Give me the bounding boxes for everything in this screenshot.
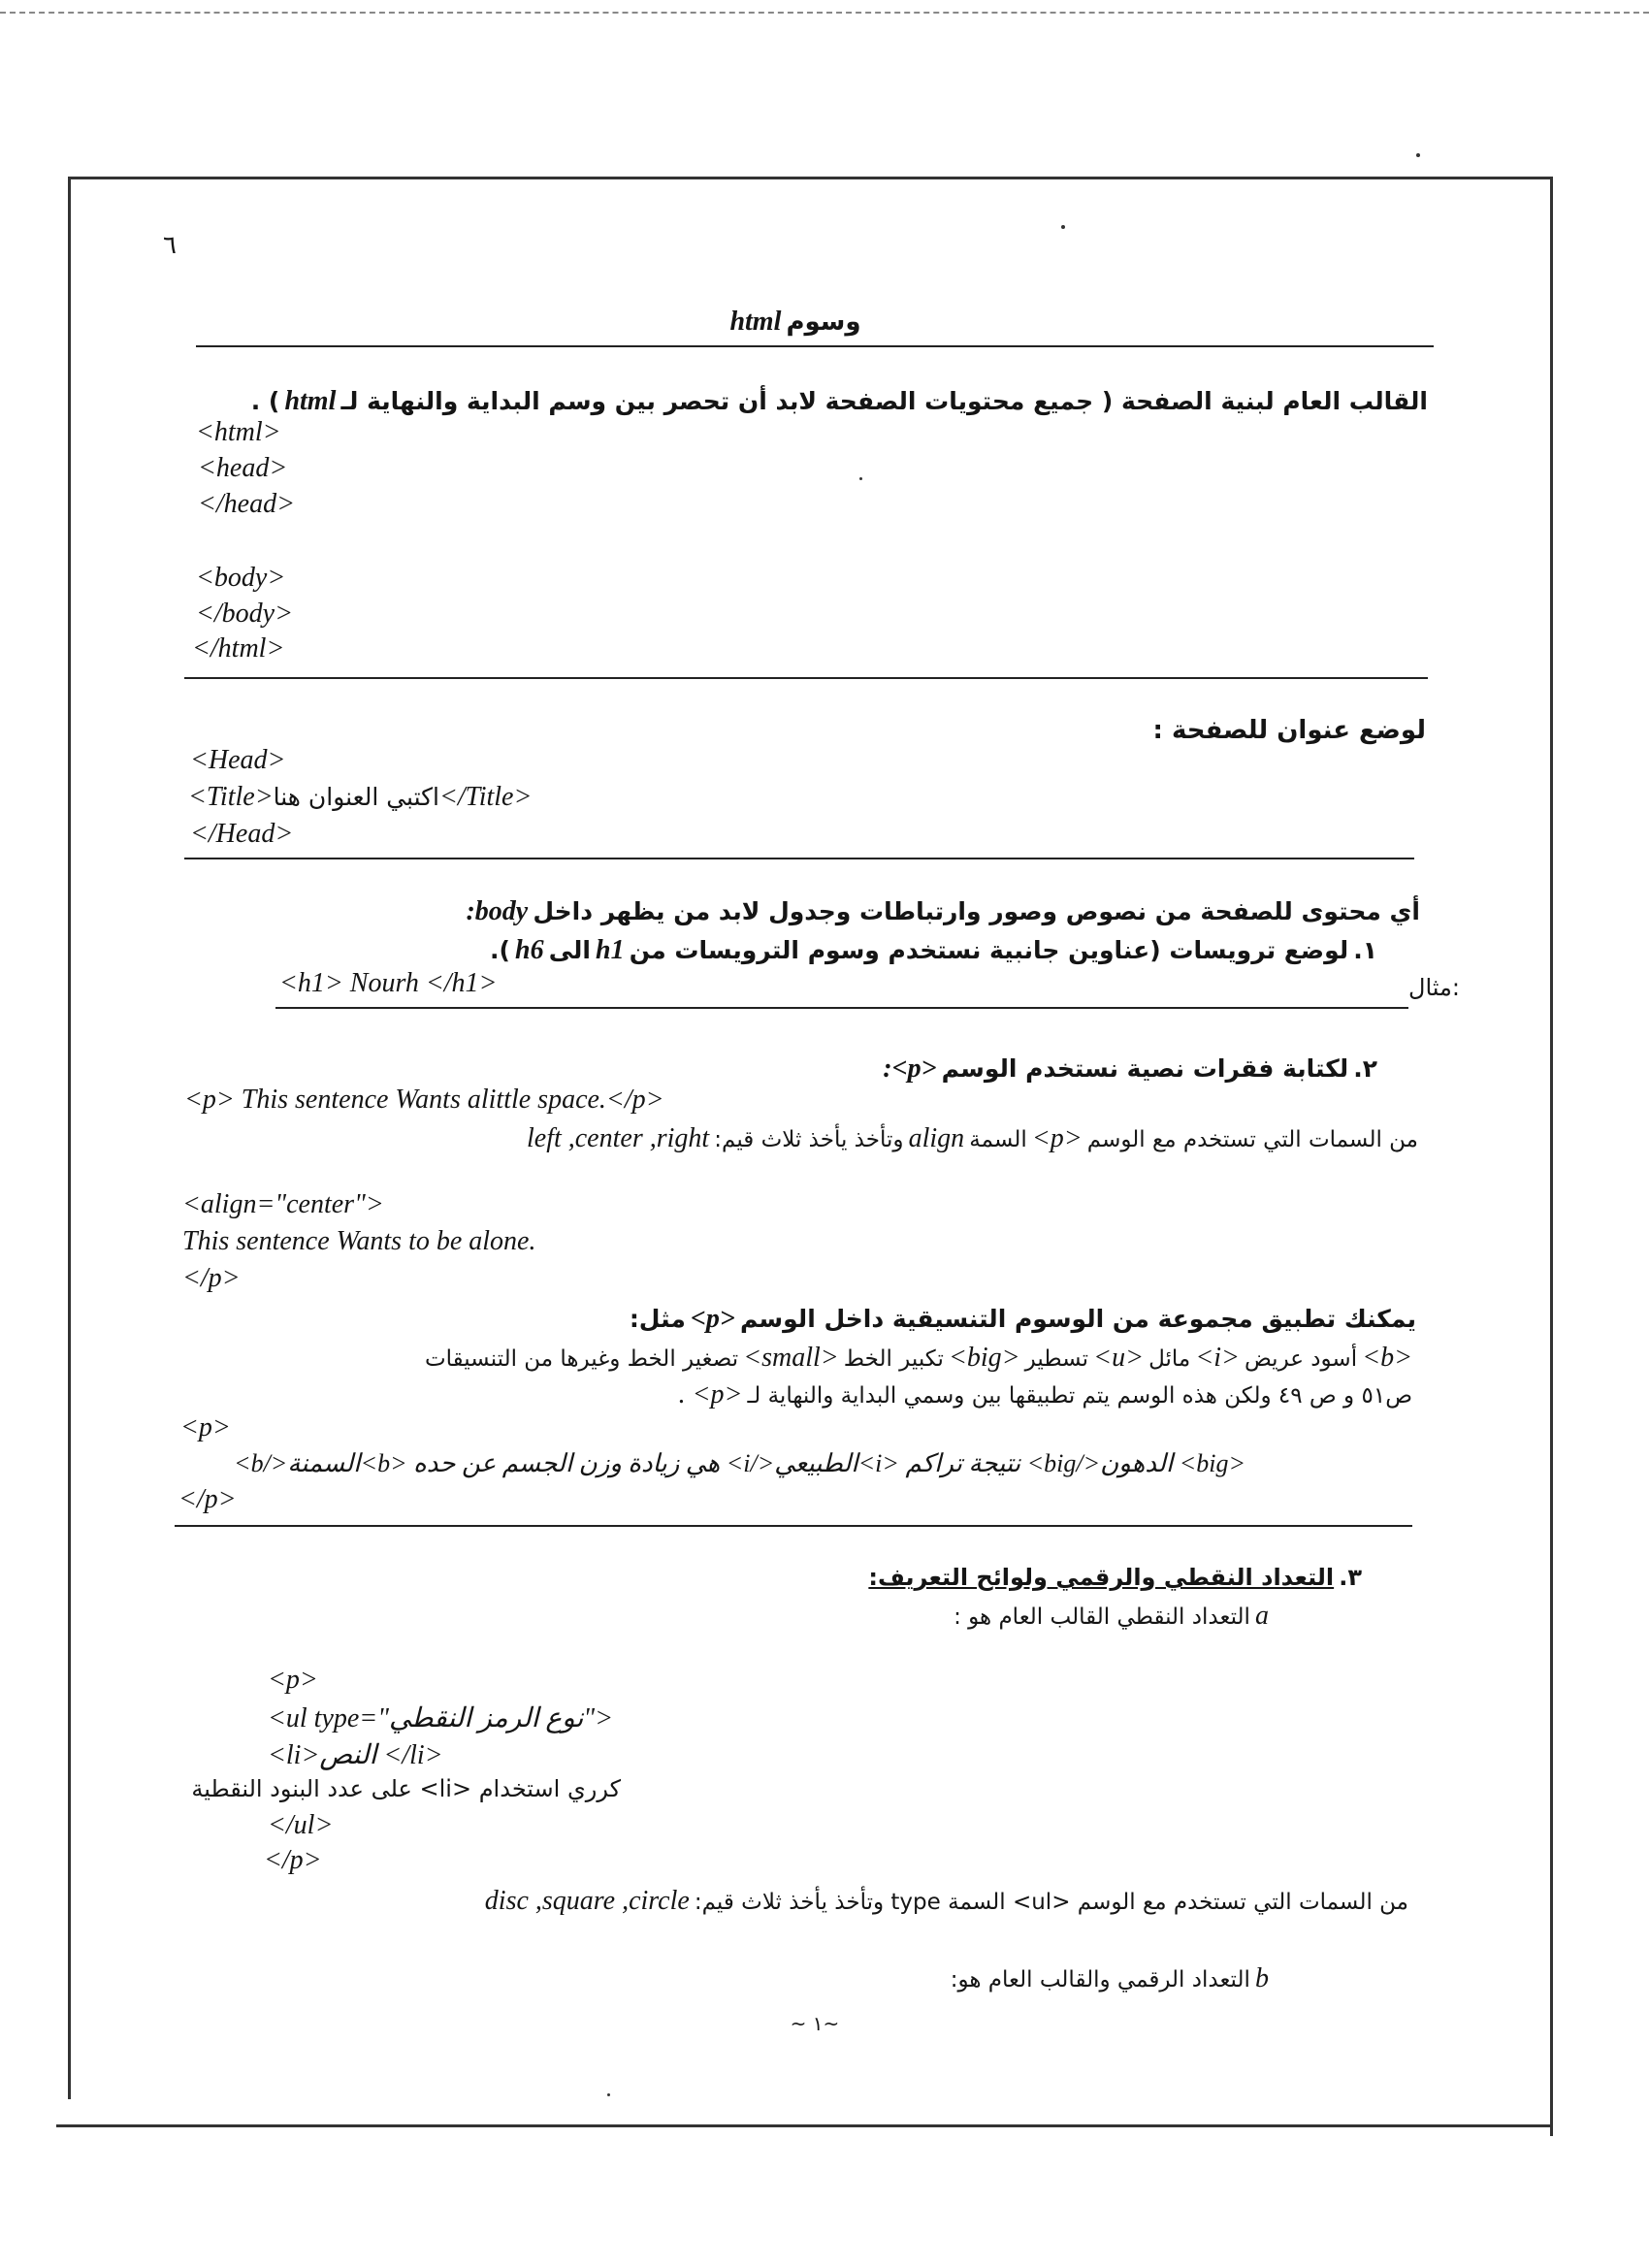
code-title-line: <Title>اكتبي العنوان هنا</Title> <box>188 782 533 812</box>
repeat-li-note: كرري استخدام <li> على عدد البنود النقطية <box>191 1775 621 1802</box>
list-item-paragraphs: ٢. لكتابة فقرات نصية نستخدم الوسم <p>: <box>883 1053 1377 1084</box>
code-line: <align="center"> <box>182 1189 384 1219</box>
section-rule <box>275 1007 1408 1009</box>
code-line: </html> <box>192 633 285 664</box>
example-code: <h1> Nourh </h1> <box>279 968 498 998</box>
code-line: <html> <box>196 417 281 447</box>
code-line: </head> <box>198 489 295 519</box>
section-structure-heading: القالب العام لبنية الصفحة ( جميع محتويات الصفحة لابد أن تحصر بين وسم البداية والنهاية لـ html ) . <box>250 386 1428 416</box>
code-line: </p> <box>182 1263 241 1293</box>
code-line: </body> <box>196 599 293 629</box>
page-frame-bottom <box>56 2124 1552 2127</box>
formatting-tags-intro: يمكنك تطبيق مجموعة من الوسوم التنسيقية داخل الوسم <p> مثل: <box>629 1304 1416 1334</box>
code-line: </ul> <box>268 1810 334 1840</box>
page-frame-left <box>68 177 71 2099</box>
scan-speck <box>607 2093 610 2096</box>
section-rule <box>184 858 1414 859</box>
page-title: وسوم html <box>729 307 861 337</box>
formatting-tags-list: <b> أسود عريض <i> مائل <u> تسطير <big> تكبير الخط <small> تصغير الخط وغيرها من التنسيقات <box>424 1343 1412 1373</box>
type-attribute-note: من السمات التي تستخدم مع الوسم <ul> السمة type وتأخذ يأخذ ثلاث قيم: disc ,square ,circle <box>484 1886 1408 1916</box>
page-frame-top <box>68 177 1552 179</box>
scan-speck <box>1061 225 1065 229</box>
code-line: <li>النص </li> <box>268 1740 443 1770</box>
scan-speck <box>859 477 862 480</box>
code-line: <head> <box>198 453 288 483</box>
code-line: <ul type="نوع الرمز النقطي"> <box>268 1703 614 1733</box>
code-line: </p> <box>178 1484 237 1514</box>
scan-edge-line <box>0 12 1649 14</box>
code-line: <p> <box>268 1665 318 1695</box>
code-line: </p> <box>264 1845 322 1875</box>
code-line: <p> This sentence Wants alittle space.</p> <box>184 1085 664 1115</box>
code-line: <body> <box>196 563 286 593</box>
code-line: <p> <box>180 1412 231 1442</box>
code-example-line: <big> الدهون</big> نتيجة تراكم <i>الطبيعي</i> هي زيادة وزن الجسم عن حده <b>السمنة</b> <box>234 1449 1245 1477</box>
scan-speck <box>1416 153 1420 157</box>
unordered-list-label: a التعداد النقطي القالب العام هو : <box>954 1601 1269 1631</box>
code-line: </Head> <box>190 819 294 849</box>
list-item-headings: ١. لوضع ترويسات (عناوين جانبية نستخدم وسوم الترويسات من h1 الى h6 ). <box>490 935 1377 965</box>
formatting-tags-note: ص٥١ و ص ٤٩ ولكن هذه الوسم يتم تطبيقها بين وسمي البداية والنهاية لـ <p> . <box>678 1379 1412 1409</box>
align-attribute-note: من السمات التي تستخدم مع الوسم <p> السمة align وتأخذ يأخذ ثلاث قيم: left ,center ,right <box>526 1123 1418 1153</box>
body-content-intro: أي محتوى للصفحة من نصوص وصور وارتباطات وجدول لابد من يظهر داخل body: <box>466 896 1420 926</box>
page-mark: ٦ <box>163 231 177 260</box>
ordered-list-label: b التعداد الرقمي والقالب العام هو: <box>950 1963 1269 1993</box>
section-rule <box>175 1525 1412 1527</box>
example-label: مثال: <box>1408 974 1460 1001</box>
list-item-lists: ٣. التعداد النقطي والرقمي ولوائح التعريف: <box>868 1564 1362 1591</box>
section-rule <box>184 677 1428 679</box>
title-rule <box>196 345 1434 347</box>
code-line: <Head> <box>190 745 286 775</box>
section-title-heading: لوضع عنوان للصفحة : <box>1152 716 1426 745</box>
code-line: This sentence Wants to be alone. <box>182 1226 536 1256</box>
page-number: ~ ١~ <box>790 2012 840 2035</box>
page-frame-right <box>1550 177 1553 2136</box>
